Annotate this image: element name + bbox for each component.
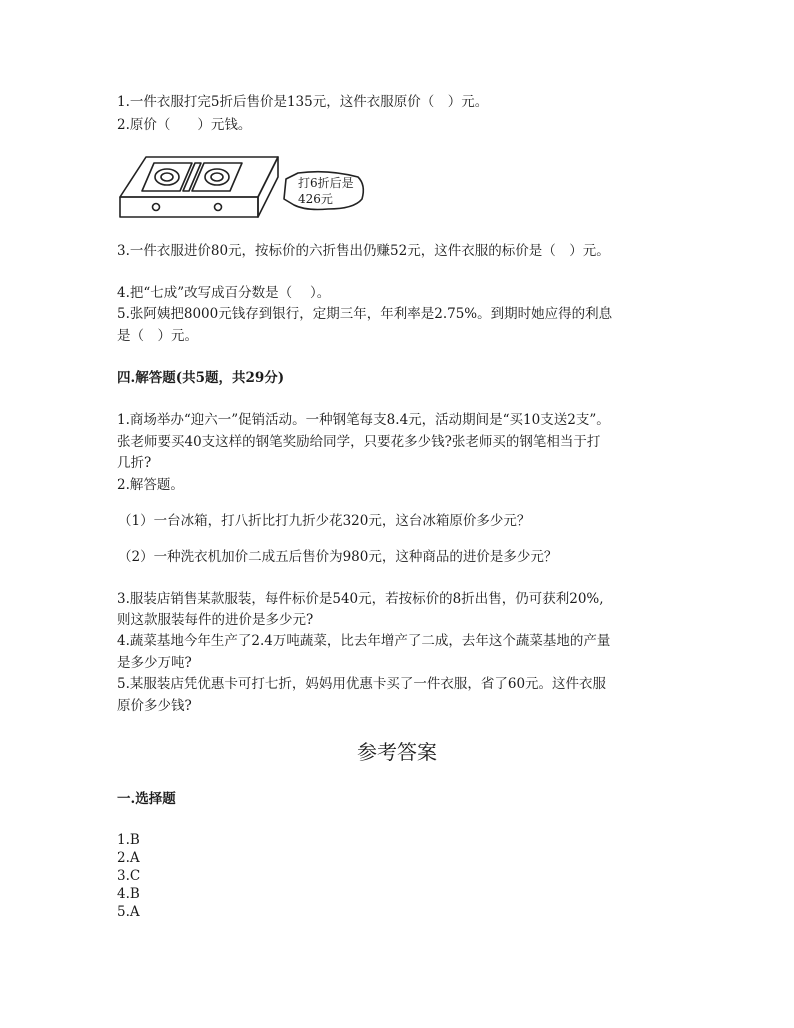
s4-q1-line2: 张老师要买40支这样的钢笔奖励给同学，只要花多少钱?张老师买的钢笔相当于打 [117,434,601,450]
fill-blank-q5-line2: 是（ ）元。 [117,328,198,344]
fill-blank-q3: 3.一件衣服进价80元，按标价的六折售出仍赚52元，这件衣服的标价是（ ）元。 [117,243,610,259]
s4-q3-line1: 3.服装店销售某款服装，每件标价是540元，若按标价的8折出售，仍可获利20%, [117,591,604,607]
price-tag-text-2: 426元 [298,192,333,206]
s4-q1-line3: 几折? [117,455,152,471]
fill-blank-q2: 2.原价（ ）元钱。 [117,117,252,133]
answer-item: 2.A [117,850,140,866]
price-tag-text-1: 打6折后是 [298,176,354,190]
section4-title: 四.解答题(共5题，共29分) [117,370,285,386]
fill-blank-q1: 1.一件衣服打完5折后售价是135元，这件衣服原价（ ）元。 [117,94,489,110]
answer-item: 5.A [117,904,140,920]
s4-q4-line1: 4.蔬菜基地今年生产了2.4万吨蔬菜，比去年增产了二成，去年这个蔬菜基地的产量 [117,633,611,649]
s4-q5-line1: 5.某服装店凭优惠卡可打七折，妈妈用优惠卡买了一件衣服，省了60元。这件衣服 [117,676,607,692]
s4-q1-line1: 1.商场举办“迎六一”促销活动。一种钢笔每支8.4元，活动期间是“买10支送2支”。 [117,412,610,428]
answers-section1-title: 一.选择题 [117,791,176,807]
s4-q5-line2: 原价多少钱? [117,698,192,714]
answer-item: 1.B [117,832,140,848]
s4-q2: 2.解答题。 [117,477,184,493]
fill-blank-q4: 4.把“七成”改写成百分数是（ ）。 [117,285,331,301]
answer-item: 3.C [117,868,141,884]
s4-q2-sub2: （2）一种洗衣机加价二成五后售价为980元，这种商品的进价是多少元？ [118,549,558,565]
s4-q4-line2: 是多少万吨? [117,655,192,671]
answer-item: 4.B [117,886,140,902]
s4-q2-sub1: （1）一台冰箱，打八折比打九折少花320元，这台冰箱原价多少元？ [118,513,531,529]
s4-q3-line2: 则这款服装每件的进价是多少元? [117,612,314,628]
answers-title: 参考答案 [357,740,437,764]
fill-blank-q5-line1: 5.张阿姨把8000元钱存到银行，定期三年，年利率是2.75%。到期时她应得的利息 [117,306,613,322]
